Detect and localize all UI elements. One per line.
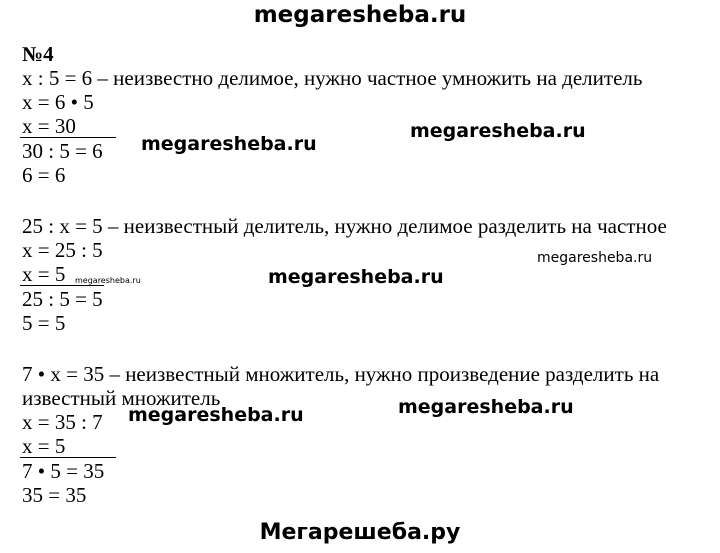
example-2-check: 25 : 5 = 5 (22, 287, 103, 311)
watermark-3: megaresheba.ru (268, 266, 444, 288)
example-1-answer-underline (20, 137, 116, 138)
task-number: №4 (22, 42, 54, 66)
example-2-statement: 25 : x = 5 – неизвестный делитель, нужно делимое разделить на частное (22, 214, 667, 238)
example-1-result: 6 = 6 (22, 163, 66, 187)
example-2-step: x = 25 : 5 (22, 238, 103, 262)
example-2-result: 5 = 5 (22, 311, 66, 335)
watermark-2: megaresheba.ru (410, 120, 586, 142)
example-1-step: x = 6 • 5 (22, 90, 94, 114)
example-3-answer-underline (20, 457, 116, 458)
example-3-statement-line2: известный множитель (22, 386, 221, 410)
watermark-4: megaresheba.ru (537, 250, 653, 266)
header-site-watermark: megaresheba.ru (253, 2, 467, 28)
example-1-check: 30 : 5 = 6 (22, 139, 103, 163)
example-3-result: 35 = 35 (22, 483, 87, 507)
example-2-answer-underline (20, 285, 104, 286)
example-2-answer: x = 5 (22, 262, 66, 286)
watermark-7: megaresheba.ru (398, 396, 574, 418)
example-3-statement-line1: 7 • x = 35 – неизвестный множитель, нужно произведение разделить на (22, 362, 660, 386)
example-3-check: 7 • 5 = 35 (22, 459, 105, 483)
example-3-step: x = 35 : 7 (22, 410, 103, 434)
watermark-5: megaresheba.ru (75, 276, 141, 285)
footer-site-watermark: Мегарешеба.ру (259, 520, 461, 545)
watermark-1: megaresheba.ru (141, 133, 317, 155)
example-1-answer: x = 30 (22, 114, 76, 138)
example-1-statement: x : 5 = 6 – неизвестно делимое, нужно частное умножить на делитель (22, 66, 643, 90)
example-3-answer: x = 5 (22, 434, 66, 458)
watermark-6: megaresheba.ru (128, 404, 304, 426)
